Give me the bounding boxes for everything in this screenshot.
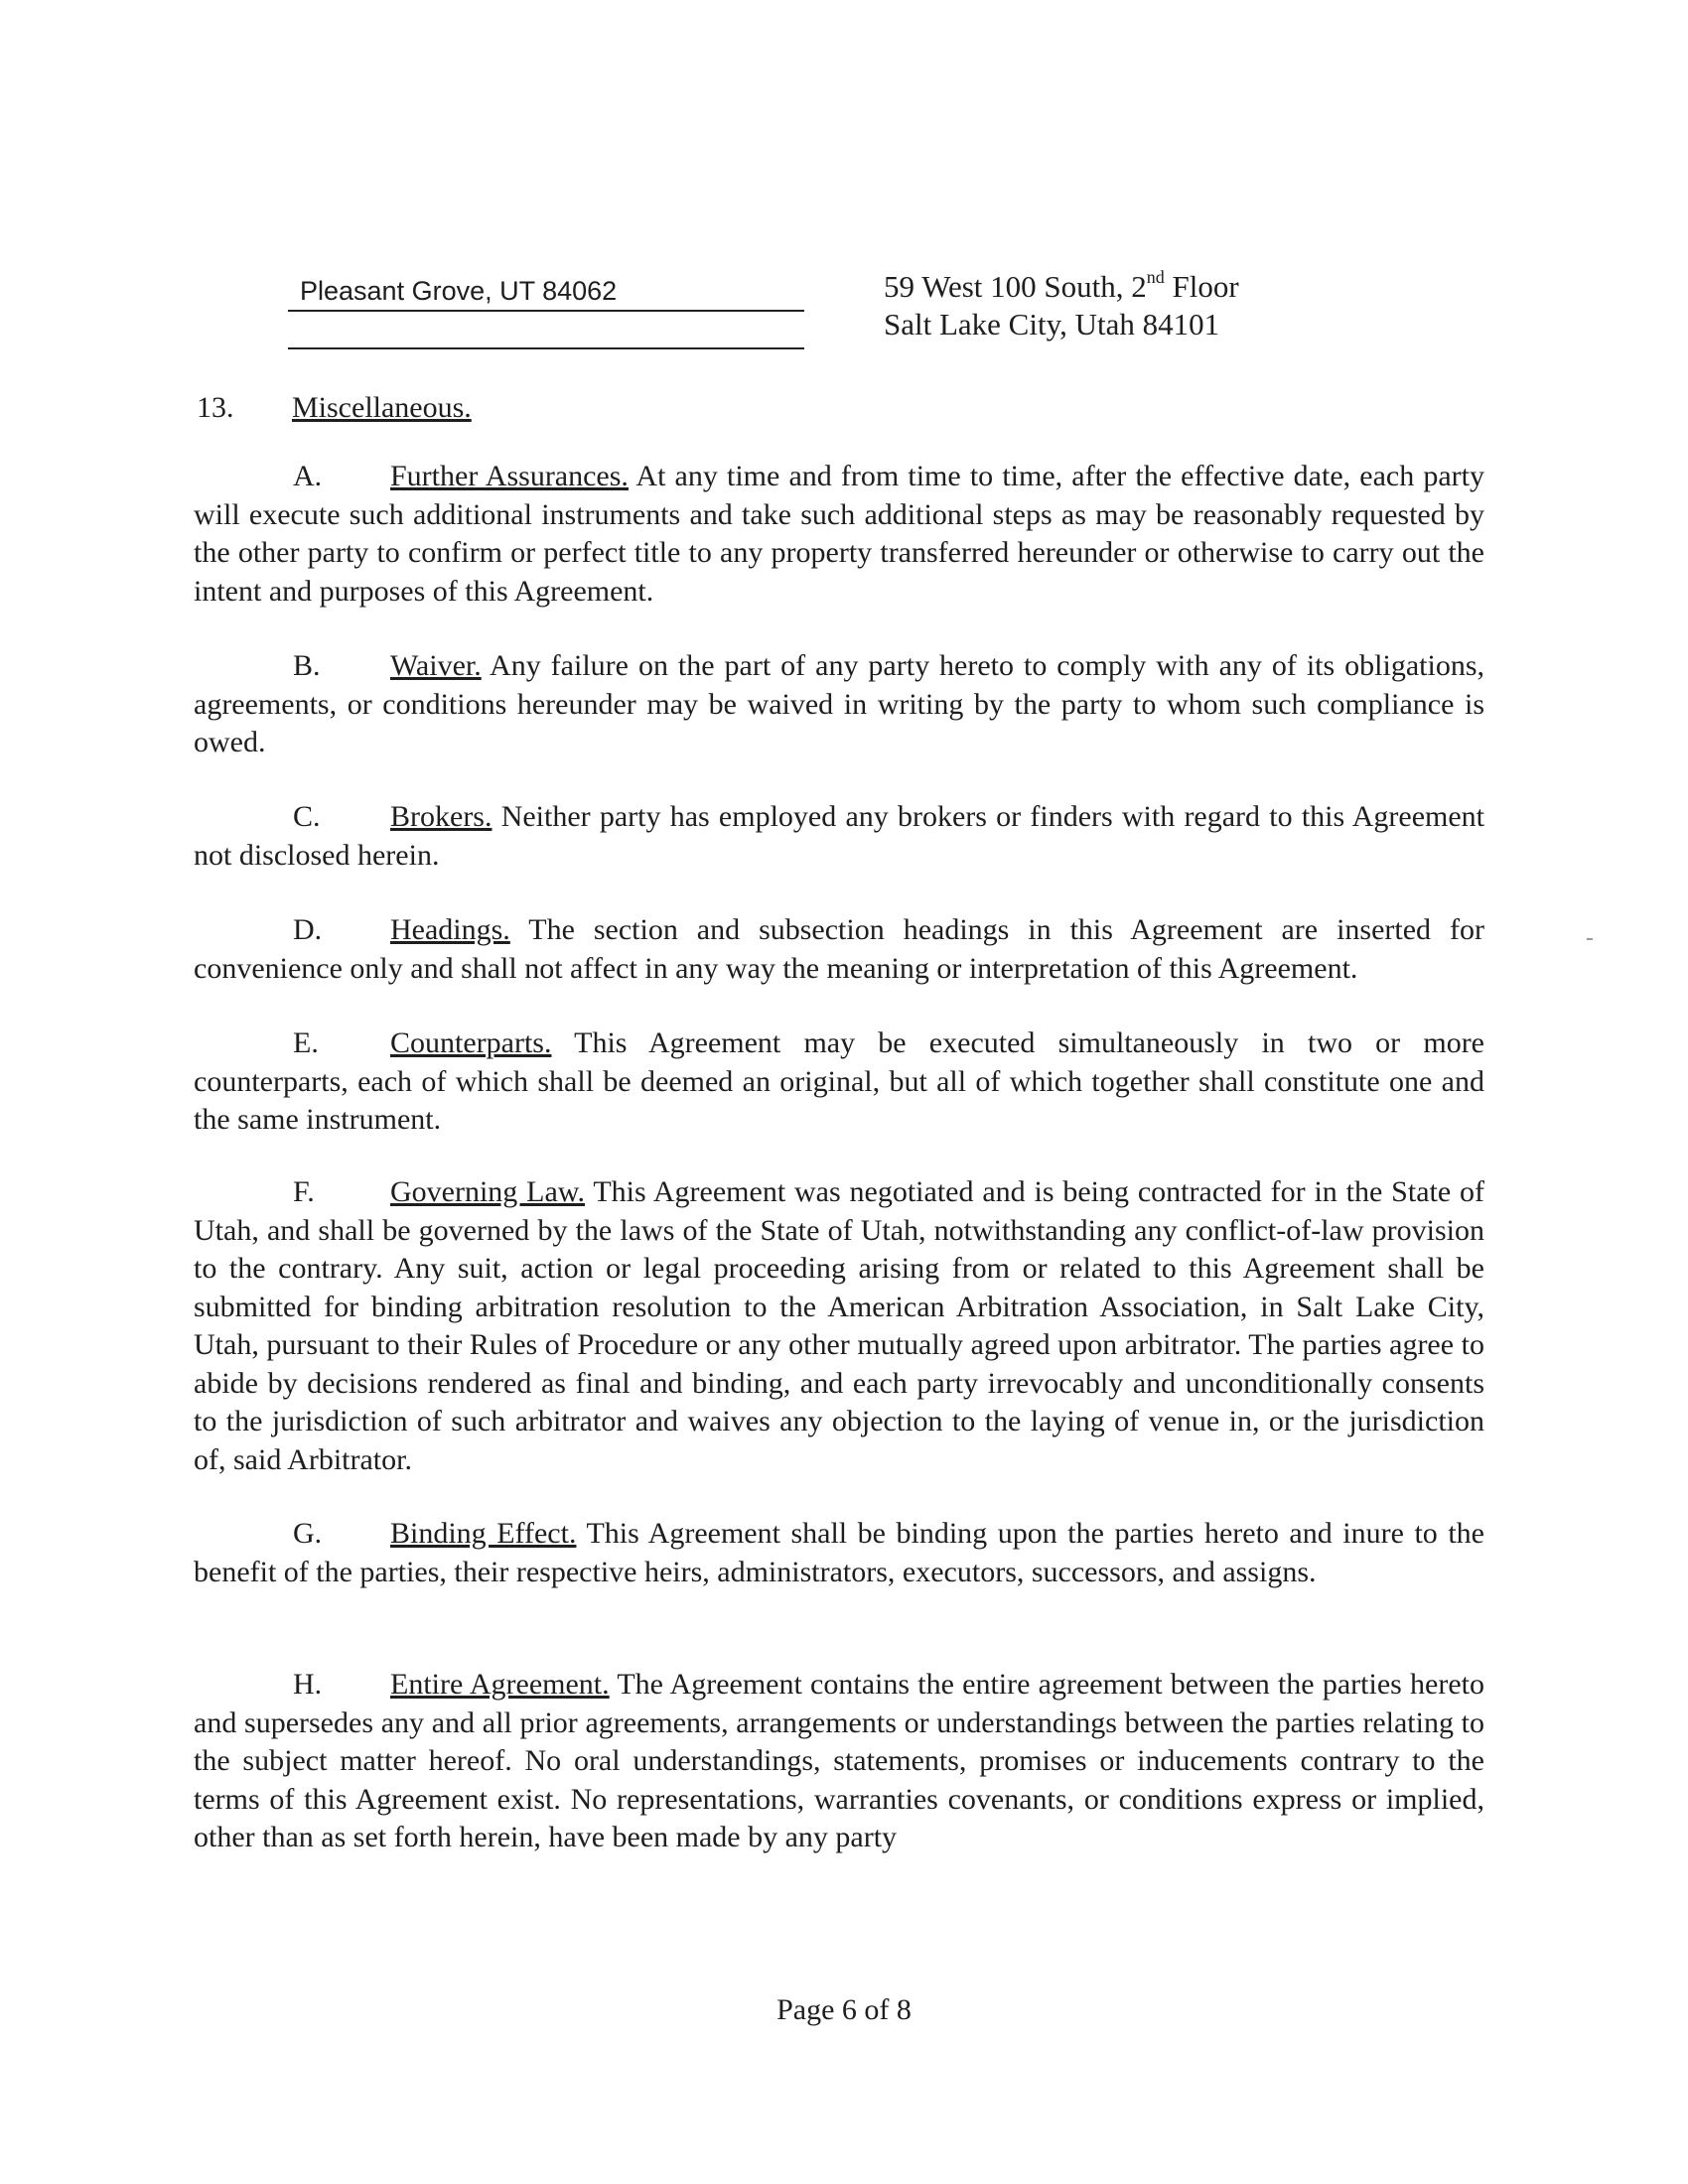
paragraph-e <box>194 1024 1484 1140</box>
left-address-block <box>288 274 804 349</box>
paragraph-text: This Agreement was negotiated and is being contracted for in the State of Utah, and shall be governed by the laws of the State of Utah, notwithstanding any conflict-of-law provision to the contrary. Any suit, action or legal proceeding arising from or related to this Agreement shall be submitted for binding arbitration resolution to the American Arbitration Association, in Salt Lake City, Utah, pursuant to their Rules of Procedure or any other mutually agreed upon arbitrator. The parties agree to abide by decisions rendered as final and binding, and each party irrevocably and unconditionally consents to the jurisdiction of such arbitrator and waives any objection to the laying of venue in, or the jurisdiction of, said Arbitrator. <box>194 1175 1484 1476</box>
paragraph-text: At any time and from time to time, after the effective date, each party will execute such additional instruments and take such additional steps as may be reasonably requested by the other party to confirm or perfect title to any property transferred hereunder or otherwise to carry out the intent and purposes of this Agreement. <box>194 460 1484 608</box>
page-number: Page 6 of 8 <box>776 1993 912 2026</box>
paragraph-title: Brokers. <box>390 800 492 833</box>
paragraph-letter: C. <box>293 800 321 833</box>
paragraph-text: This Agreement may be executed simultaneously in two or more counterparts, each of which shall be deemed an original, but all of which together shall constitute one and the same instrument. <box>194 1026 1484 1136</box>
paragraph-b <box>194 647 1484 762</box>
paragraph-c <box>194 798 1484 875</box>
section-number: 13. <box>197 391 234 424</box>
section-heading <box>197 391 472 425</box>
paragraph-letter: F. <box>293 1175 315 1208</box>
paragraph-title: Binding Effect. <box>390 1517 577 1550</box>
paragraph-letter: H. <box>293 1668 323 1701</box>
paragraph-text: The section and subsection headings in this Agreement are inserted for convenience only and shall not affect in any way the meaning or interpretation of this Agreement. <box>194 913 1484 985</box>
paragraph-text: Neither party has employed any brokers or finders with regard to this Agreement not disclosed herein. <box>194 800 1484 872</box>
scan-speck <box>1587 938 1593 940</box>
paragraph-letter: E. <box>293 1026 319 1059</box>
section-title: Miscellaneous. <box>292 391 472 424</box>
paragraph-title: Further Assurances. <box>390 460 629 492</box>
paragraph-letter: D. <box>293 913 323 946</box>
paragraph-title: Entire Agreement. <box>390 1668 610 1701</box>
paragraph-d <box>194 911 1484 988</box>
paragraph-letter: G. <box>293 1517 323 1550</box>
paragraph-h <box>194 1666 1484 1857</box>
paragraph-letter: A. <box>293 460 323 492</box>
paragraph-title: Waiver. <box>390 649 482 682</box>
paragraph-a <box>194 458 1484 611</box>
paragraph-title: Governing Law. <box>390 1175 586 1208</box>
paragraph-title: Counterparts. <box>390 1026 552 1059</box>
right-address-block <box>884 268 1239 343</box>
right-address-line-1: 59 West 100 South, 2nd Floor <box>884 267 1239 304</box>
left-address-line-2 <box>288 312 804 349</box>
paragraph-text: Any failure on the part of any party hereto to comply with any of its obligations, agreements, or conditions hereunder may be waived in writing by the party to whom such compliance is owed. <box>194 649 1484 758</box>
paragraph-g <box>194 1515 1484 1591</box>
paragraph-letter: B. <box>293 649 321 682</box>
paragraph-text: This Agreement shall be binding upon the parties hereto and inure to the benefit of the parties, their respective heirs, administrators, executors, successors, and assigns. <box>194 1517 1484 1588</box>
paragraph-f <box>194 1173 1484 1479</box>
paragraph-text: The Agreement contains the entire agreement between the parties hereto and supersedes any and all prior agreements, arrangements or understandings between the parties relating to the subject matter hereof. No oral understandings, statements, promises or inducements contrary to the terms of this Agreement exist. No representations, warranties covenants, or conditions express or implied, other than as set forth herein, have been made by any party <box>194 1668 1485 1853</box>
left-address-line-1: Pleasant Grove, UT 84062 <box>288 274 804 312</box>
paragraph-title: Headings. <box>390 913 510 946</box>
right-address-line-2: Salt Lake City, Utah 84101 <box>884 307 1220 341</box>
